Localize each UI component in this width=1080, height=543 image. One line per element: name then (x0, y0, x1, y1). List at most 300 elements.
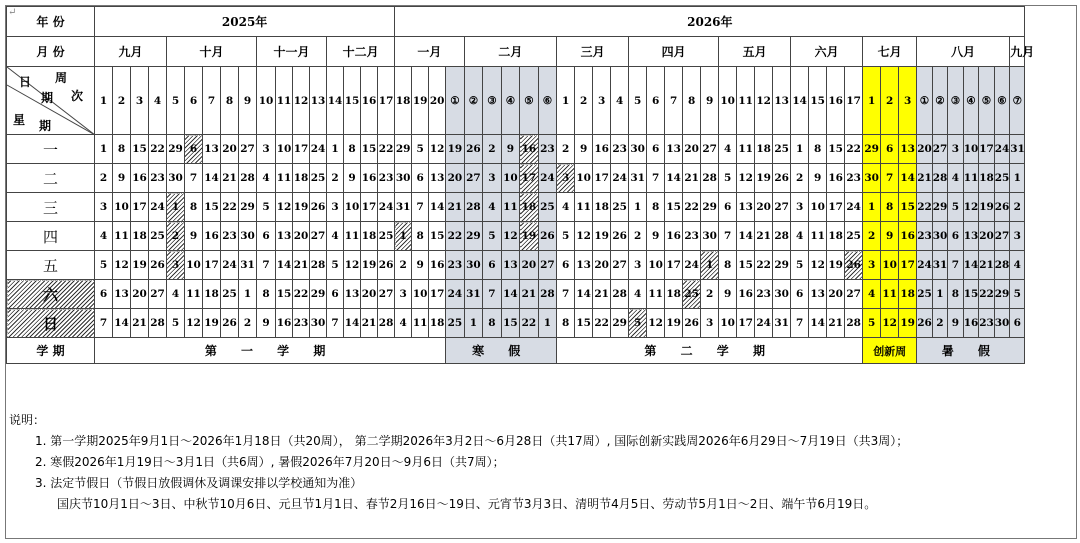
date-cell: 11 (809, 222, 827, 251)
date-cell: 8 (557, 309, 575, 338)
date-cell: 25 (538, 193, 557, 222)
date-cell: 9 (185, 222, 203, 251)
date-cell: 23 (755, 280, 773, 309)
date-cell: 1 (863, 193, 881, 222)
note-item-1: 1. 第一学期2025年9月1日～2026年1月18日（共20周）， 第二学期2026年3月2日～6月28日（共17周）, 国际创新实践周2026年6月29日～7月19日（共3周）； (35, 434, 909, 448)
date-cell: 22 (293, 280, 310, 309)
corner-header (7, 67, 95, 135)
date-cell: 28 (149, 309, 167, 338)
date-cell: 19 (665, 309, 683, 338)
date-cell: 20 (755, 193, 773, 222)
date-cell: 26 (149, 251, 167, 280)
date-cell: 2 (95, 164, 113, 193)
corner-ci: 次 (71, 89, 84, 103)
week-25: ⑤ (520, 67, 539, 135)
date-cell: 15 (361, 135, 378, 164)
date-cell: 12 (737, 164, 755, 193)
week-52: ⑥ (994, 67, 1010, 135)
date-cell: 18 (131, 222, 149, 251)
date-cell: 18 (429, 309, 446, 338)
date-cell: 11 (113, 222, 131, 251)
date-cell: 4 (557, 193, 575, 222)
date-cell: 25 (994, 164, 1010, 193)
date-cell: 9 (501, 135, 520, 164)
date-cell: 1 (327, 135, 344, 164)
date-cell: 9 (809, 164, 827, 193)
date-cell: 19 (520, 222, 539, 251)
date-cell: 1 (167, 193, 185, 222)
date-cell: 20 (293, 222, 310, 251)
date-cell: 2 (1010, 193, 1025, 222)
note-item-3: 3. 法定节假日（节假日放假调休及调课安排以学校通知为准） (35, 476, 363, 490)
date-cell: 18 (593, 193, 611, 222)
date-cell: 14 (203, 164, 221, 193)
week-32: 6 (647, 67, 665, 135)
month-3: 十一月 (257, 37, 327, 67)
date-cell: 23 (538, 135, 557, 164)
date-cell: 12 (963, 193, 979, 222)
date-cell: 30 (994, 309, 1010, 338)
date-cell: 15 (899, 193, 917, 222)
date-cell: 6 (647, 135, 665, 164)
date-cell: 26 (378, 251, 395, 280)
date-cell: 5 (257, 193, 276, 222)
week-40: 14 (791, 67, 809, 135)
date-cell: 30 (395, 164, 412, 193)
date-cell: 1 (1010, 164, 1025, 193)
month-7: 三月 (557, 37, 629, 67)
date-cell: 2 (327, 164, 344, 193)
year-row (7, 7, 1025, 37)
date-cell: 12 (185, 309, 203, 338)
date-cell: 17 (361, 193, 378, 222)
week-33: 7 (665, 67, 683, 135)
date-cell: 24 (845, 193, 863, 222)
semester-row (7, 338, 1025, 364)
date-cell: 26 (773, 164, 791, 193)
date-cell: 21 (755, 222, 773, 251)
date-cell: 14 (276, 251, 293, 280)
date-cell: 3 (629, 251, 647, 280)
date-cell: 5 (1010, 280, 1025, 309)
date-cell: 14 (737, 222, 755, 251)
date-cell: 19 (755, 164, 773, 193)
date-cell: 21 (221, 164, 239, 193)
date-cell: 16 (963, 309, 979, 338)
week-11: 11 (276, 67, 293, 135)
date-cell: 23 (149, 164, 167, 193)
date-cell: 23 (917, 222, 933, 251)
date-cell: 17 (827, 193, 845, 222)
date-cell: 21 (520, 280, 539, 309)
date-cell: 13 (113, 280, 131, 309)
date-cell: 14 (899, 164, 917, 193)
date-cell: 24 (611, 164, 629, 193)
date-cell: 27 (994, 222, 1010, 251)
date-cell: 18 (899, 280, 917, 309)
month-5: 一月 (395, 37, 465, 67)
date-cell: 5 (557, 222, 575, 251)
date-cell: 2 (557, 135, 575, 164)
month-2: 十月 (167, 37, 257, 67)
date-cell: 9 (719, 280, 737, 309)
date-cell: 23 (446, 251, 465, 280)
date-cell: 24 (446, 280, 465, 309)
date-cell: 1 (464, 309, 483, 338)
week-50: ④ (963, 67, 979, 135)
date-cell: 27 (310, 222, 327, 251)
weekday-label-5: 五 (7, 251, 95, 280)
date-cell: 9 (575, 135, 593, 164)
date-cell: 22 (520, 309, 539, 338)
month-1: 九月 (95, 37, 167, 67)
date-cell: 16 (899, 222, 917, 251)
date-cell: 1 (239, 280, 257, 309)
date-cell: 29 (167, 135, 185, 164)
date-cell: 15 (827, 135, 845, 164)
date-cell: 2 (791, 164, 809, 193)
weekday-row-1 (7, 135, 1025, 164)
semester-innovation-week: 创新周 (863, 338, 917, 364)
weekday-label-7: 日 (7, 309, 95, 338)
week-51: ⑤ (979, 67, 995, 135)
date-cell: 26 (994, 193, 1010, 222)
date-cell: 4 (1010, 251, 1025, 280)
date-cell: 29 (863, 135, 881, 164)
date-cell: 2 (395, 251, 412, 280)
date-cell: 19 (827, 251, 845, 280)
date-cell: 19 (979, 193, 995, 222)
month-9: 五月 (719, 37, 791, 67)
notes-section (9, 410, 908, 515)
date-cell: 13 (344, 280, 361, 309)
date-cell: 17 (737, 309, 755, 338)
date-cell: 30 (629, 135, 647, 164)
date-cell: 26 (538, 222, 557, 251)
date-cell: 22 (593, 309, 611, 338)
date-cell: 6 (257, 222, 276, 251)
date-cell: 22 (446, 222, 465, 251)
date-cell: 20 (131, 280, 149, 309)
date-cell: 12 (647, 309, 665, 338)
date-cell: 3 (701, 309, 719, 338)
week-1: 1 (95, 67, 113, 135)
date-cell: 24 (221, 251, 239, 280)
date-cell: 22 (683, 193, 701, 222)
month-row (7, 37, 1025, 67)
date-cell: 11 (344, 222, 361, 251)
month-13: 九月 (1010, 37, 1025, 67)
date-cell: 14 (501, 280, 520, 309)
date-cell: 12 (881, 309, 899, 338)
date-cell: 7 (95, 309, 113, 338)
date-cell: 8 (948, 280, 964, 309)
date-cell: 11 (412, 309, 429, 338)
date-cell: 4 (719, 135, 737, 164)
date-cell: 27 (611, 251, 629, 280)
date-cell: 7 (881, 164, 899, 193)
date-cell: 11 (963, 164, 979, 193)
date-cell: 7 (327, 309, 344, 338)
date-cell: 10 (881, 251, 899, 280)
year-label: 年 份 (7, 7, 95, 37)
date-cell: 14 (113, 309, 131, 338)
date-cell: 13 (665, 135, 683, 164)
school-calendar-table (6, 6, 1035, 364)
date-cell: 6 (327, 280, 344, 309)
date-cell: 5 (948, 193, 964, 222)
date-cell: 31 (464, 280, 483, 309)
date-cell: 21 (593, 280, 611, 309)
date-cell: 17 (131, 193, 149, 222)
date-cell: 8 (881, 193, 899, 222)
date-cell: 20 (520, 251, 539, 280)
date-cell: 17 (293, 135, 310, 164)
week-35: 9 (701, 67, 719, 135)
date-cell: 19 (203, 309, 221, 338)
week-16: 16 (361, 67, 378, 135)
date-cell: 8 (809, 135, 827, 164)
date-cell: 28 (773, 222, 791, 251)
week-41: 15 (809, 67, 827, 135)
week-53: ⑦ (1010, 67, 1025, 135)
week-28: 2 (575, 67, 593, 135)
date-cell: 12 (501, 222, 520, 251)
date-cell: 5 (719, 164, 737, 193)
week-39: 13 (773, 67, 791, 135)
date-cell: 23 (293, 309, 310, 338)
week-30: 4 (611, 67, 629, 135)
date-cell: 19 (593, 222, 611, 251)
date-cell: 4 (948, 164, 964, 193)
date-cell: 24 (310, 135, 327, 164)
date-cell: 27 (538, 251, 557, 280)
date-cell: 22 (149, 135, 167, 164)
week-15: 15 (344, 67, 361, 135)
date-cell: 15 (665, 193, 683, 222)
date-cell: 6 (948, 222, 964, 251)
date-cell: 13 (575, 251, 593, 280)
date-cell: 28 (611, 280, 629, 309)
date-cell: 20 (827, 280, 845, 309)
month-8: 四月 (629, 37, 719, 67)
date-cell: 3 (791, 193, 809, 222)
date-cell: 17 (899, 251, 917, 280)
date-cell: 19 (446, 135, 465, 164)
corner-qi2: 期 (39, 119, 52, 133)
date-cell: 23 (845, 164, 863, 193)
date-cell: 10 (647, 251, 665, 280)
date-cell: 13 (809, 280, 827, 309)
date-cell: 8 (344, 135, 361, 164)
date-cell: 31 (395, 193, 412, 222)
date-cell: 10 (501, 164, 520, 193)
date-cell: 9 (257, 309, 276, 338)
week-23: ③ (483, 67, 502, 135)
semester-summer-break: 暑 假 (917, 338, 1025, 364)
date-cell: 25 (310, 164, 327, 193)
notes-title: 说明： (9, 413, 46, 427)
date-cell: 26 (310, 193, 327, 222)
date-cell: 1 (701, 251, 719, 280)
week-36: 10 (719, 67, 737, 135)
date-cell: 3 (863, 251, 881, 280)
date-cell: 16 (131, 164, 149, 193)
week-20: 20 (429, 67, 446, 135)
date-cell: 25 (917, 280, 933, 309)
month-10: 六月 (791, 37, 863, 67)
week-47: ① (917, 67, 933, 135)
date-cell: 6 (557, 251, 575, 280)
date-cell: 10 (185, 251, 203, 280)
date-cell: 1 (629, 193, 647, 222)
date-cell: 7 (647, 164, 665, 193)
month-11: 七月 (863, 37, 917, 67)
date-cell: 9 (881, 222, 899, 251)
date-cell: 8 (257, 280, 276, 309)
date-cell: 16 (361, 164, 378, 193)
date-cell: 28 (310, 251, 327, 280)
week-9: 9 (239, 67, 257, 135)
date-cell: 28 (701, 164, 719, 193)
corner-zhou: 周 (55, 71, 68, 85)
date-cell: 15 (737, 251, 755, 280)
week-26: ⑥ (538, 67, 557, 135)
date-cell: 16 (737, 280, 755, 309)
date-cell: 1 (395, 222, 412, 251)
date-cell: 18 (293, 164, 310, 193)
date-cell: 14 (963, 251, 979, 280)
date-cell: 11 (501, 193, 520, 222)
date-cell: 12 (809, 251, 827, 280)
date-cell: 10 (344, 193, 361, 222)
semester-label: 学 期 (7, 338, 95, 364)
date-cell: 22 (845, 135, 863, 164)
date-cell: 3 (327, 193, 344, 222)
date-cell: 9 (113, 164, 131, 193)
date-cell: 29 (773, 251, 791, 280)
date-cell: 5 (863, 309, 881, 338)
date-cell: 13 (737, 193, 755, 222)
date-cell: 24 (994, 135, 1010, 164)
date-cell: 28 (239, 164, 257, 193)
date-cell: 4 (95, 222, 113, 251)
date-cell: 3 (167, 251, 185, 280)
date-cell: 10 (276, 135, 293, 164)
week-7: 7 (203, 67, 221, 135)
date-cell: 28 (538, 280, 557, 309)
date-cell: 11 (647, 280, 665, 309)
date-cell: 5 (95, 251, 113, 280)
date-cell: 26 (464, 135, 483, 164)
date-cell: 7 (791, 309, 809, 338)
date-cell: 14 (575, 280, 593, 309)
week-48: ② (932, 67, 948, 135)
date-cell: 30 (773, 280, 791, 309)
weekday-row-3 (7, 193, 1025, 222)
date-cell: 2 (863, 222, 881, 251)
week-42: 16 (827, 67, 845, 135)
date-cell: 12 (344, 251, 361, 280)
date-cell: 30 (167, 164, 185, 193)
week-3: 3 (131, 67, 149, 135)
week-49: ③ (948, 67, 964, 135)
date-cell: 2 (629, 222, 647, 251)
date-cell: 7 (948, 251, 964, 280)
week-12: 12 (293, 67, 310, 135)
week-6: 6 (185, 67, 203, 135)
date-cell: 17 (665, 251, 683, 280)
date-cell: 27 (773, 193, 791, 222)
date-cell: 3 (1010, 222, 1025, 251)
date-cell: 25 (683, 280, 701, 309)
date-cell: 24 (683, 251, 701, 280)
date-cell: 8 (483, 309, 502, 338)
week-44: 1 (863, 67, 881, 135)
date-cell: 30 (863, 164, 881, 193)
date-cell: 15 (575, 309, 593, 338)
date-cell: 11 (737, 135, 755, 164)
date-cell: 31 (773, 309, 791, 338)
semester-second: 第 二 学 期 (557, 338, 863, 364)
date-cell: 20 (917, 135, 933, 164)
week-8: 8 (221, 67, 239, 135)
date-cell: 10 (113, 193, 131, 222)
weekday-row-5 (7, 251, 1025, 280)
date-cell: 26 (683, 309, 701, 338)
date-cell: 14 (809, 309, 827, 338)
date-cell: 21 (361, 309, 378, 338)
date-cell: 6 (881, 135, 899, 164)
week-45: 2 (881, 67, 899, 135)
date-cell: 12 (575, 222, 593, 251)
date-cell: 21 (827, 309, 845, 338)
date-cell: 9 (344, 164, 361, 193)
weekday-row-6 (7, 280, 1025, 309)
date-cell: 8 (719, 251, 737, 280)
date-cell: 25 (446, 309, 465, 338)
week-18: 18 (395, 67, 412, 135)
date-cell: 19 (361, 251, 378, 280)
date-cell: 20 (221, 135, 239, 164)
date-cell: 2 (932, 309, 948, 338)
date-cell: 22 (221, 193, 239, 222)
date-cell: 12 (429, 135, 446, 164)
date-cell: 21 (293, 251, 310, 280)
date-cell: 6 (791, 280, 809, 309)
date-cell: 12 (113, 251, 131, 280)
date-cell: 21 (917, 164, 933, 193)
date-cell: 4 (863, 280, 881, 309)
date-cell: 29 (701, 193, 719, 222)
semester-winter-break: 寒 假 (446, 338, 557, 364)
date-cell: 23 (611, 135, 629, 164)
weekday-label-1: 一 (7, 135, 95, 164)
date-cell: 11 (575, 193, 593, 222)
weekday-row-7 (7, 309, 1025, 338)
date-cell: 1 (791, 135, 809, 164)
date-cell: 25 (773, 135, 791, 164)
date-cell: 24 (917, 251, 933, 280)
date-cell: 9 (948, 309, 964, 338)
date-cell: 27 (464, 164, 483, 193)
date-cell: 13 (963, 222, 979, 251)
date-cell: 27 (239, 135, 257, 164)
date-cell: 15 (131, 135, 149, 164)
week-27: 1 (557, 67, 575, 135)
week-5: 5 (167, 67, 185, 135)
date-cell: 17 (979, 135, 995, 164)
